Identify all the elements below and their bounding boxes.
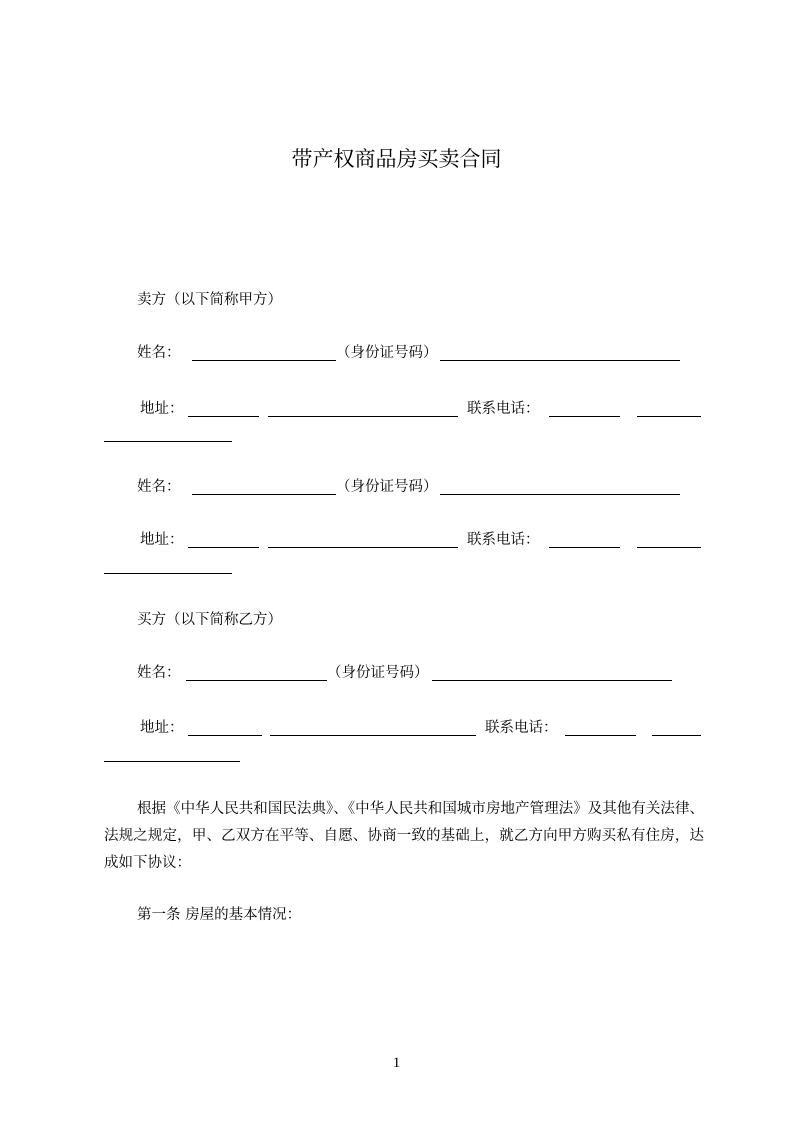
seller2-address-label: 地址： <box>140 532 184 548</box>
buyer-id-blank[interactable] <box>432 680 672 681</box>
seller2-phone-blank[interactable] <box>549 547 620 548</box>
buyer-blank-wrap[interactable] <box>104 761 240 762</box>
seller1-phone-blank[interactable] <box>549 416 620 417</box>
seller2-id-label: （身份证号码） <box>336 479 438 495</box>
buyer-phone-blank-2[interactable] <box>652 735 701 736</box>
seller1-address-blank[interactable] <box>188 416 259 417</box>
article-1-heading: 第一条 房屋的基本情况： <box>137 907 302 923</box>
seller2-name-blank[interactable] <box>192 494 336 495</box>
buyer-address-label: 地址： <box>140 720 184 736</box>
buyer-address-blank-2[interactable] <box>270 735 476 736</box>
seller2-phone-label: 联系电话： <box>467 532 540 548</box>
buyer-id-label: （身份证号码） <box>327 665 429 681</box>
seller1-name-label: 姓名： <box>137 345 181 361</box>
seller2-id-blank[interactable] <box>440 494 680 495</box>
seller1-phone-blank-2[interactable] <box>637 416 701 417</box>
seller1-address-blank-2[interactable] <box>268 416 458 417</box>
seller1-id-label: （身份证号码） <box>336 345 438 361</box>
document-title: 带产权商品房买卖合同 <box>291 147 502 171</box>
seller-heading: 卖方（以下简称甲方） <box>137 292 282 308</box>
buyer-phone-blank[interactable] <box>565 735 636 736</box>
seller1-name-blank[interactable] <box>192 360 336 361</box>
preamble-paragraph: 根据《中华人民共和国民法典》、《中华人民共和国城市房地产管理法》及其他有关法律、法规之规定，甲、乙双方在平等、自愿、协商一致的基础上，就乙方向甲方购买私有住房，达成如下协议： <box>104 801 704 871</box>
seller2-name-label: 姓名： <box>137 479 181 495</box>
seller2-address-blank[interactable] <box>188 547 259 548</box>
seller2-address-blank-2[interactable] <box>268 547 458 548</box>
buyer-name-label: 姓名： <box>137 665 181 681</box>
seller1-id-blank[interactable] <box>440 360 680 361</box>
buyer-address-blank[interactable] <box>188 735 262 736</box>
seller2-blank-wrap[interactable] <box>104 573 232 574</box>
buyer-phone-label: 联系电话： <box>485 720 558 736</box>
buyer-heading: 买方（以下简称乙方） <box>137 612 282 628</box>
seller1-address-label: 地址： <box>140 401 184 417</box>
page-number: 1 <box>392 1055 401 1071</box>
seller2-phone-blank-2[interactable] <box>637 547 701 548</box>
seller1-phone-label: 联系电话： <box>467 401 540 417</box>
seller1-blank-wrap[interactable] <box>104 441 232 442</box>
buyer-name-blank[interactable] <box>186 680 327 681</box>
